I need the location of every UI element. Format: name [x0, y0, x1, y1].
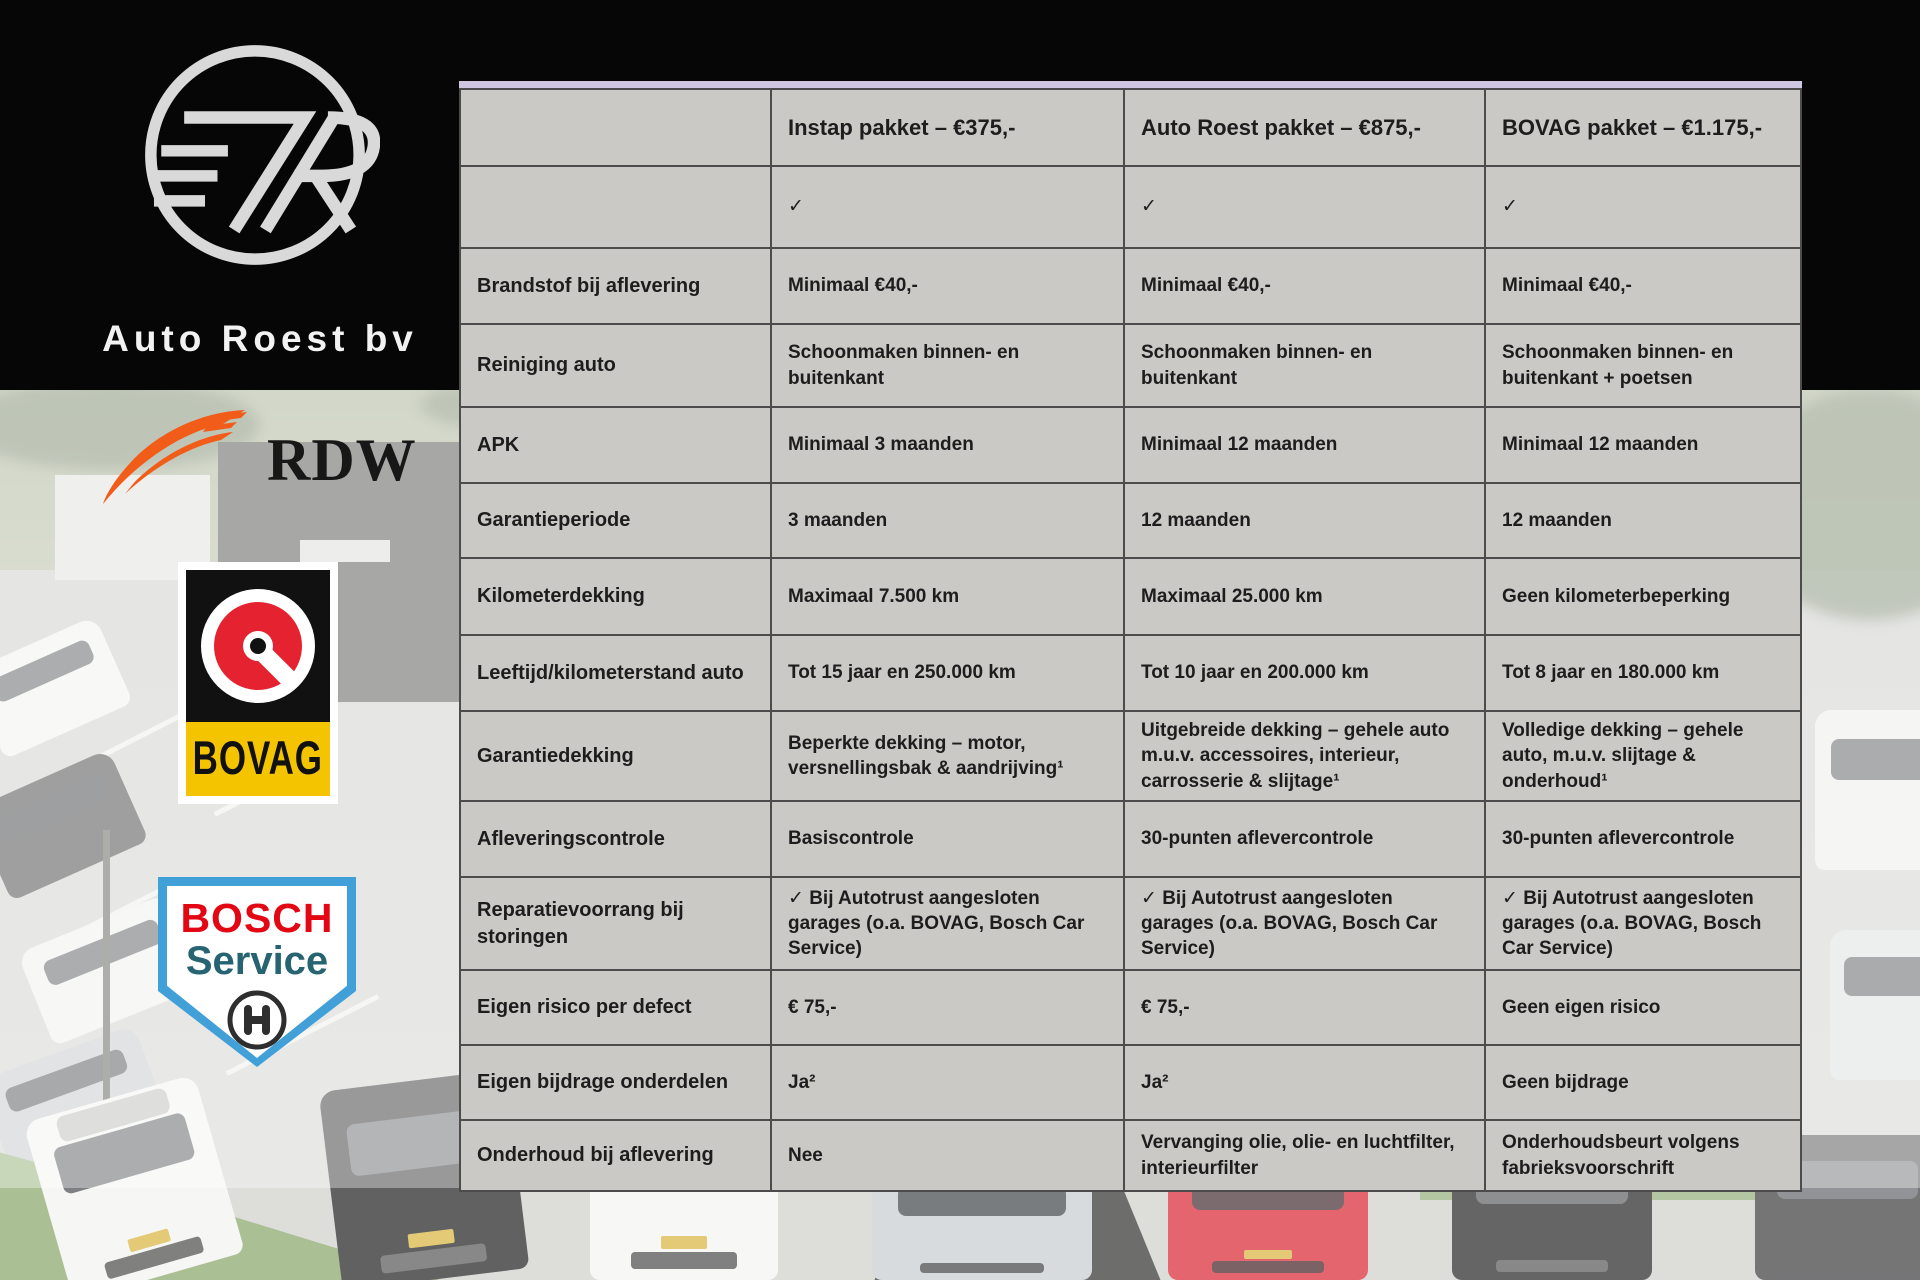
column-header-auto-roest: Auto Roest pakket – €875,- — [1125, 90, 1484, 165]
table-cell: 30-punten aflevercontrole — [1125, 802, 1484, 876]
row-label — [461, 167, 770, 247]
rdw-logo — [95, 408, 415, 513]
table-cell: Tot 10 jaar en 200.000 km — [1125, 636, 1484, 710]
rdw-swoosh-icon — [95, 408, 270, 513]
table-cell: Minimaal 3 maanden — [772, 408, 1123, 482]
table-cell: Basiscontrole — [772, 802, 1123, 876]
table-cell: 30-punten aflevercontrole — [1486, 802, 1800, 876]
table-cell: Onderhoudsbeurt volgens fabrieksvoorschrift — [1486, 1121, 1800, 1190]
table-cell: Geen eigen risico — [1486, 971, 1800, 1044]
table-cell: Maximaal 7.500 km — [772, 559, 1123, 634]
table-cell: Uitgebreide dekking – gehele auto m.u.v. accessoires, interieur, carrosserie & slijtage¹ — [1125, 712, 1484, 800]
row-label: Reparatievoorrang bij storingen — [461, 878, 770, 969]
table-cell: Tot 15 jaar en 250.000 km — [772, 636, 1123, 710]
table-cell: Maximaal 25.000 km — [1125, 559, 1484, 634]
table-cell: Ja² — [1125, 1046, 1484, 1119]
row-label: Afleveringscontrole — [461, 802, 770, 876]
bovag-wordmark-band — [186, 722, 330, 796]
row-label: Kilometerdekking — [461, 559, 770, 634]
table-cell: Minimaal 12 maanden — [1486, 408, 1800, 482]
table-cell: Schoonmaken binnen- en buitenkant — [772, 325, 1123, 406]
checkmark-cell: ✓ — [1125, 167, 1484, 247]
table-cell: ✓ Bij Autotrust aangesloten garages (o.a. BOVAG, Bosch Car Service) — [1486, 878, 1800, 969]
bosch-wordmark: BOSCH — [180, 895, 334, 941]
row-label: Eigen risico per defect — [461, 971, 770, 1044]
row-label: Garantiedekking — [461, 712, 770, 800]
table-corner-cell — [461, 90, 770, 165]
row-label: Garantieperiode — [461, 484, 770, 557]
table-cell: Minimaal €40,- — [1125, 249, 1484, 323]
row-label: Eigen bijdrage onderdelen — [461, 1046, 770, 1119]
photo-wash-bottom — [0, 1188, 1920, 1280]
photo-wash-right — [1800, 390, 1920, 1188]
checkmark-cell: ✓ — [1486, 167, 1800, 247]
auto-roest-logo-icon — [130, 30, 380, 280]
table-cell: 12 maanden — [1486, 484, 1800, 557]
bovag-key-dot — [250, 638, 266, 654]
table-cell: Tot 8 jaar en 180.000 km — [1486, 636, 1800, 710]
row-label: Brandstof bij aflevering — [461, 249, 770, 323]
table-cell: € 75,- — [772, 971, 1123, 1044]
table-cell: ✓ Bij Autotrust aangesloten garages (o.a. BOVAG, Bosch Car Service) — [1125, 878, 1484, 969]
bovag-emblem — [186, 570, 330, 722]
table-cell: Schoonmaken binnen- en buitenkant + poetsen — [1486, 325, 1800, 406]
bovag-logo — [178, 562, 338, 804]
row-label: APK — [461, 408, 770, 482]
row-label: Onderhoud bij aflevering — [461, 1121, 770, 1190]
row-label: Reiniging auto — [461, 325, 770, 406]
package-comparison-table — [459, 81, 1802, 1192]
table-cell: Geen bijdrage — [1486, 1046, 1800, 1119]
table-cell: Minimaal €40,- — [1486, 249, 1800, 323]
row-label: Leeftijd/kilometerstand auto — [461, 636, 770, 710]
column-header-instap: Instap pakket – €375,- — [772, 90, 1123, 165]
table-cell: Ja² — [772, 1046, 1123, 1119]
checkmark-cell: ✓ — [772, 167, 1123, 247]
table-cell: Geen kilometerbeperking — [1486, 559, 1800, 634]
table-cell: 12 maanden — [1125, 484, 1484, 557]
table-cell: € 75,- — [1125, 971, 1484, 1044]
bovag-wordmark: BOVAG — [192, 732, 324, 785]
table-cell: Nee — [772, 1121, 1123, 1190]
bosch-service-logo — [158, 877, 356, 1067]
table-cell: Minimaal €40,- — [772, 249, 1123, 323]
table-cell: Volledige dekking – gehele auto, m.u.v. slijtage & onderhoud¹ — [1486, 712, 1800, 800]
table-cell: 3 maanden — [772, 484, 1123, 557]
column-header-bovag: BOVAG pakket – €1.175,- — [1486, 90, 1800, 165]
rdw-wordmark: RDW — [267, 427, 417, 493]
bosch-armature-icon — [226, 989, 288, 1051]
table-cell: ✓ Bij Autotrust aangesloten garages (o.a. BOVAG, Bosch Car Service) — [772, 878, 1123, 969]
table-cell: Schoonmaken binnen- en buitenkant — [1125, 325, 1484, 406]
table-cell: Beperkte dekking – motor, versnellingsbak & aandrijving¹ — [772, 712, 1123, 800]
company-name: Auto Roest bv — [102, 318, 418, 359]
table-cell: Minimaal 12 maanden — [1125, 408, 1484, 482]
table-cell: Vervanging olie, olie- en luchtfilter, interieurfilter — [1125, 1121, 1484, 1190]
bosch-service-label: Service — [185, 939, 329, 983]
